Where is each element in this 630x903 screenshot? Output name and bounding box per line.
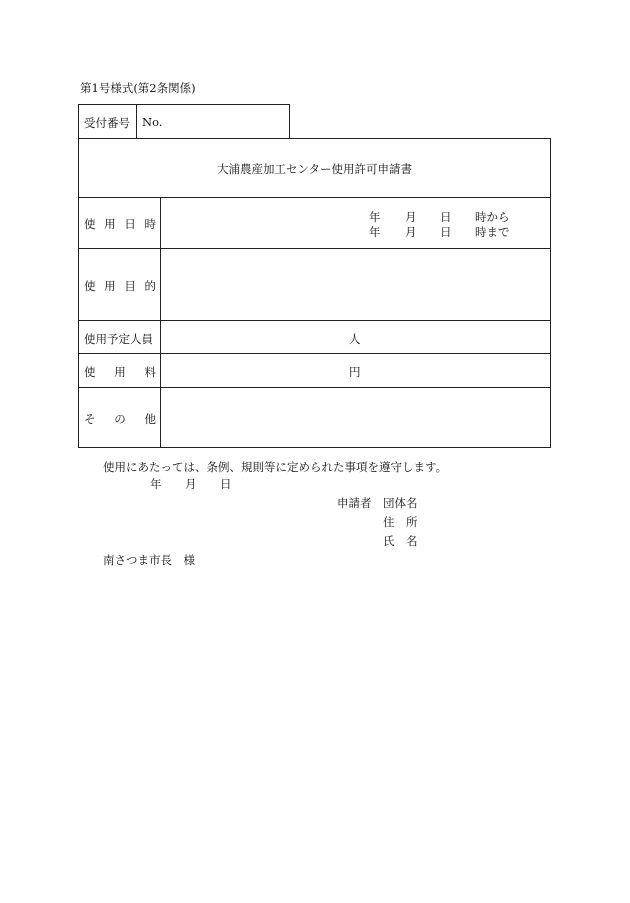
receipt-box-right [289,104,290,138]
usage-purpose-label: 使 用 目 的 [84,279,156,293]
usage-fee-label: 使 用 料 [84,365,156,379]
people-unit: 人 [349,332,361,346]
receipt-box-top [78,104,289,105]
usage-datetime-label: 使 用 日 時 [84,217,156,231]
expected-people-label: 使用予定人員 [84,332,153,346]
row-border-4 [78,353,551,354]
other-label: そ の 他 [84,412,156,426]
receipt-box-left [78,104,79,138]
addressee: 南さつま市長 様 [103,553,195,567]
pledge-statement: 使用にあたっては、条例、規則等に定められた事項を遵守します。 [103,460,448,474]
form-title: 大浦農産加工センター使用許可申請書 [216,162,413,176]
receipt-label: 受付番号 [84,116,130,130]
applicant-name-label: 氏 名 [383,534,418,548]
row-border-3 [78,320,551,321]
row-border-5 [78,387,551,388]
table-top-border [78,138,551,139]
table-bottom-border [78,447,551,448]
form-number: 第1号様式(第2条関係) [80,81,196,95]
row-border-2 [78,248,551,249]
receipt-box-divider [136,104,137,138]
row-border-1 [78,197,551,198]
table-right-border [550,138,551,447]
applicant-address-label: 住 所 [383,515,418,529]
table-left-border [78,138,79,447]
receipt-number-field: No. [142,115,163,129]
document-page: 第1号様式(第2条関係) 受付番号 No. 大浦農産加工センター使用許可申請書 使 用 日 時 年 月 日 時から 年 月 日 時まで 使 用 目 的 使用予定人員 人 使 用 料 円 そ の 他 使用にあたっては、条例、規則等に定められた事項を遵守します。 年 月 日 申請者 団体名 住 所 氏 名 南さつま市長 様 [0,0,630,903]
label-column-divider [160,197,161,447]
fee-unit: 円 [349,365,361,379]
applicant-org-label: 団体名 [383,496,418,510]
applicant-prefix: 申請者 [337,496,372,510]
